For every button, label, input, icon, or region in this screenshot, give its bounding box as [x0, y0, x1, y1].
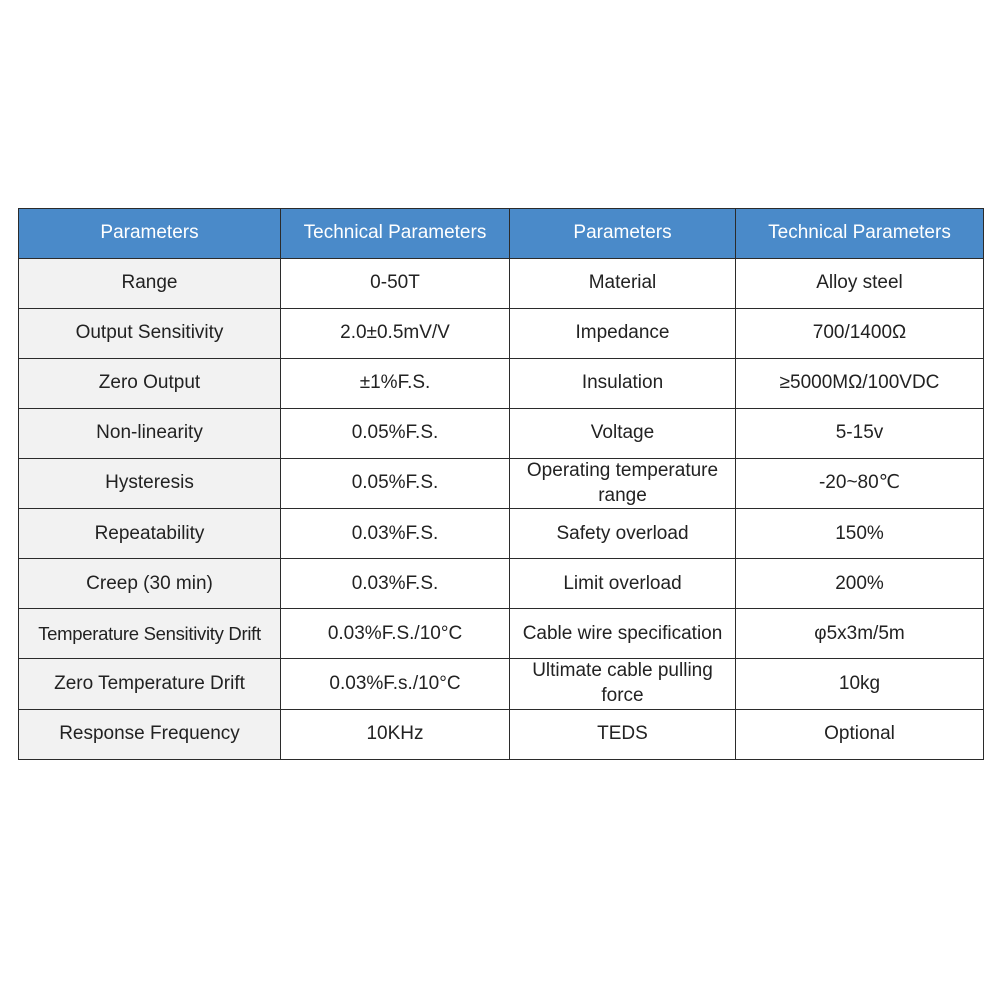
value-cell: 0.03%F.S./10°C — [281, 609, 510, 659]
parameter-cell: Ultimate cable pulling force — [510, 659, 736, 709]
table-row — [19, 509, 984, 559]
parameter-cell: Voltage — [510, 409, 736, 459]
value-cell: 200% — [736, 559, 984, 609]
value-cell: 0-50T — [281, 259, 510, 309]
value-cell: 0.03%F.s./10°C — [281, 659, 510, 709]
header-technical-parameters-right: Technical Parameters — [736, 209, 984, 259]
specification-table — [18, 208, 984, 760]
table-row — [19, 609, 984, 659]
parameter-cell: Cable wire specification — [510, 609, 736, 659]
parameter-cell: Range — [19, 259, 281, 309]
value-cell: 2.0±0.5mV/V — [281, 309, 510, 359]
value-cell: 0.05%F.S. — [281, 409, 510, 459]
parameter-cell: Zero Temperature Drift — [19, 659, 281, 709]
table-row — [19, 259, 984, 309]
header-technical-parameters-left: Technical Parameters — [281, 209, 510, 259]
table-row — [19, 359, 984, 409]
parameter-cell: Impedance — [510, 309, 736, 359]
value-cell: Alloy steel — [736, 259, 984, 309]
parameter-cell: Output Sensitivity — [19, 309, 281, 359]
value-cell: ≥5000MΩ/100VDC — [736, 359, 984, 409]
header-parameters-right: Parameters — [510, 209, 736, 259]
table-row — [19, 459, 984, 509]
table-row — [19, 409, 984, 459]
parameter-cell: Material — [510, 259, 736, 309]
parameter-cell: Non-linearity — [19, 409, 281, 459]
parameter-cell: Response Frequency — [19, 709, 281, 759]
table-row — [19, 559, 984, 609]
parameter-cell: Insulation — [510, 359, 736, 409]
header-row — [19, 209, 984, 259]
value-cell: 0.05%F.S. — [281, 459, 510, 509]
table-row — [19, 709, 984, 759]
value-cell: Optional — [736, 709, 984, 759]
parameter-cell: Zero Output — [19, 359, 281, 409]
parameter-cell: Temperature Sensitivity Drift — [19, 609, 281, 659]
parameter-cell: TEDS — [510, 709, 736, 759]
value-cell: 0.03%F.S. — [281, 509, 510, 559]
parameter-cell: Operating temperature range — [510, 459, 736, 509]
table-row — [19, 309, 984, 359]
value-cell: 10KHz — [281, 709, 510, 759]
parameter-cell: Hysteresis — [19, 459, 281, 509]
parameter-cell: Safety overload — [510, 509, 736, 559]
value-cell: 150% — [736, 509, 984, 559]
header-parameters-left: Parameters — [19, 209, 281, 259]
value-cell: 700/1400Ω — [736, 309, 984, 359]
table-row — [19, 659, 984, 709]
value-cell: 10kg — [736, 659, 984, 709]
value-cell: 5-15v — [736, 409, 984, 459]
value-cell: 0.03%F.S. — [281, 559, 510, 609]
value-cell: ±1%F.S. — [281, 359, 510, 409]
value-cell: -20~80℃ — [736, 459, 984, 509]
value-cell: φ5x3m/5m — [736, 609, 984, 659]
parameter-cell: Repeatability — [19, 509, 281, 559]
parameter-cell: Limit overload — [510, 559, 736, 609]
parameter-cell: Creep (30 min) — [19, 559, 281, 609]
